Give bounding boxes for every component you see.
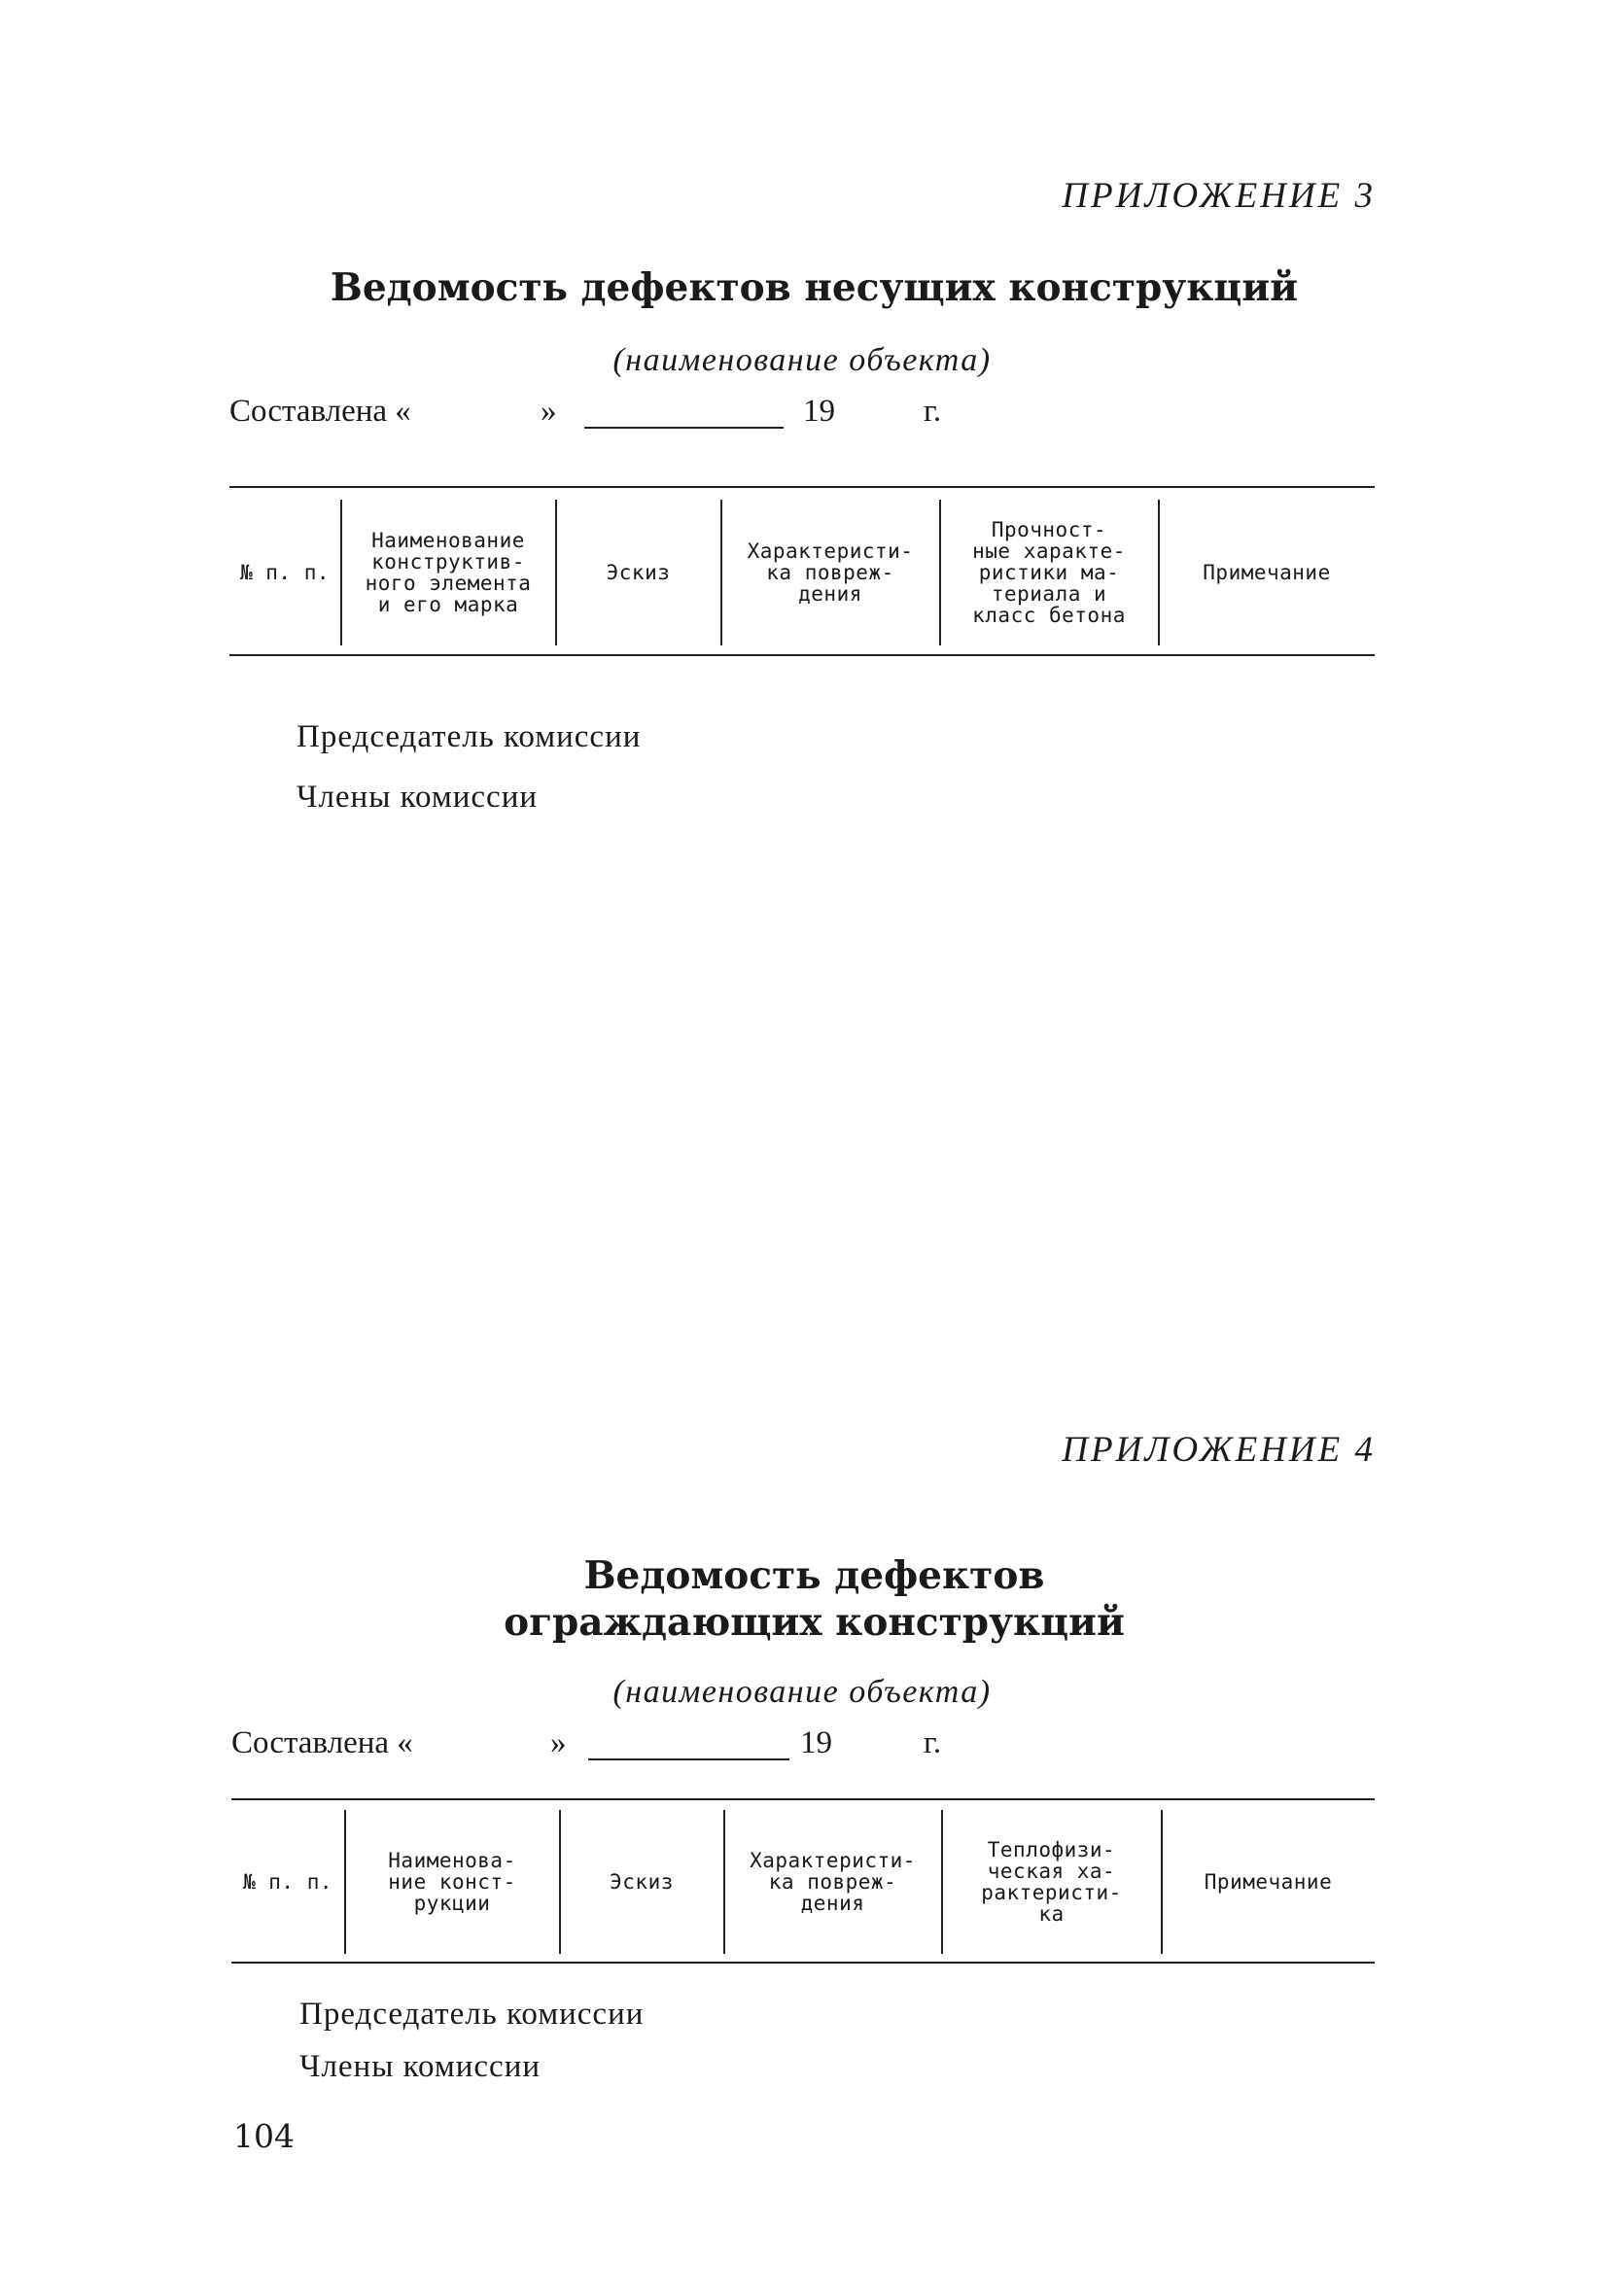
table-top-rule xyxy=(229,486,1375,488)
column-header-thermal: Теплофизи- ческая ха- рактеристи- ка xyxy=(981,1838,1122,1926)
column-header-element-name: Наименование конструктив- ного элемента и его марка xyxy=(365,529,532,616)
column-header-number: № п. п. xyxy=(242,1870,332,1894)
table-bottom-rule xyxy=(231,1962,1375,1964)
appendix-4-object-name: (наименование объекта) xyxy=(612,1674,992,1710)
appendix-3-object-name: (наименование объекта) xyxy=(612,342,992,378)
date-suffix: г. xyxy=(924,1725,942,1760)
column-header-sketch: Эскиз xyxy=(610,1870,674,1894)
appendix-3-title: Ведомость дефектов несущих конструкций xyxy=(330,265,1299,310)
date-suffix: г. xyxy=(924,394,942,429)
column-header-note: Примечание xyxy=(1204,1870,1333,1894)
date-blank-line xyxy=(584,427,784,429)
appendix-3-chairman: Председатель комиссии xyxy=(297,719,642,754)
column-header-strength: Прочност- ные характе- ристики ма- териала и класс бетона xyxy=(972,518,1126,627)
appendix-4-members: Члены комиссии xyxy=(299,2049,542,2084)
table-bottom-rule xyxy=(229,654,1375,656)
column-header-damage: Характеристи- ка повреж- дения xyxy=(750,1849,916,1915)
date-year: 19 xyxy=(803,394,835,429)
appendix-3-date-line xyxy=(229,394,968,433)
date-prefix: Составлена « xyxy=(229,394,411,429)
column-header-damage: Характеристи- ка повреж- дения xyxy=(747,539,914,606)
column-header-number: № п. п. xyxy=(239,561,330,584)
appendix-4-chairman: Председатель комиссии xyxy=(299,1997,645,2032)
appendix-3-label: ПРИЛОЖЕНИЕ 3 xyxy=(1062,176,1376,216)
column-header-sketch: Эскиз xyxy=(606,561,671,584)
date-quote-close: » xyxy=(541,394,557,429)
appendix-3-table xyxy=(229,486,1375,661)
date-prefix: Составлена « xyxy=(231,1725,413,1760)
appendix-4-title-line-2: ограждающих конструкций xyxy=(504,1600,1125,1645)
page-number: 104 xyxy=(233,2117,295,2155)
appendix-4-label: ПРИЛОЖЕНИЕ 4 xyxy=(1062,1430,1376,1470)
appendix-4-table xyxy=(231,1798,1375,1968)
table-top-rule xyxy=(231,1798,1375,1800)
appendix-4-date-line xyxy=(231,1725,970,1764)
date-quote-close: » xyxy=(550,1725,567,1760)
column-header-note: Примечание xyxy=(1203,561,1331,584)
column-header-structure-name: Наименова- ние конст- рукции xyxy=(388,1849,516,1915)
appendix-4-title-line-1: Ведомость дефектов xyxy=(583,1553,1045,1598)
appendix-3-members: Члены комиссии xyxy=(297,780,539,815)
date-blank-line xyxy=(588,1758,789,1760)
date-year: 19 xyxy=(800,1725,832,1760)
